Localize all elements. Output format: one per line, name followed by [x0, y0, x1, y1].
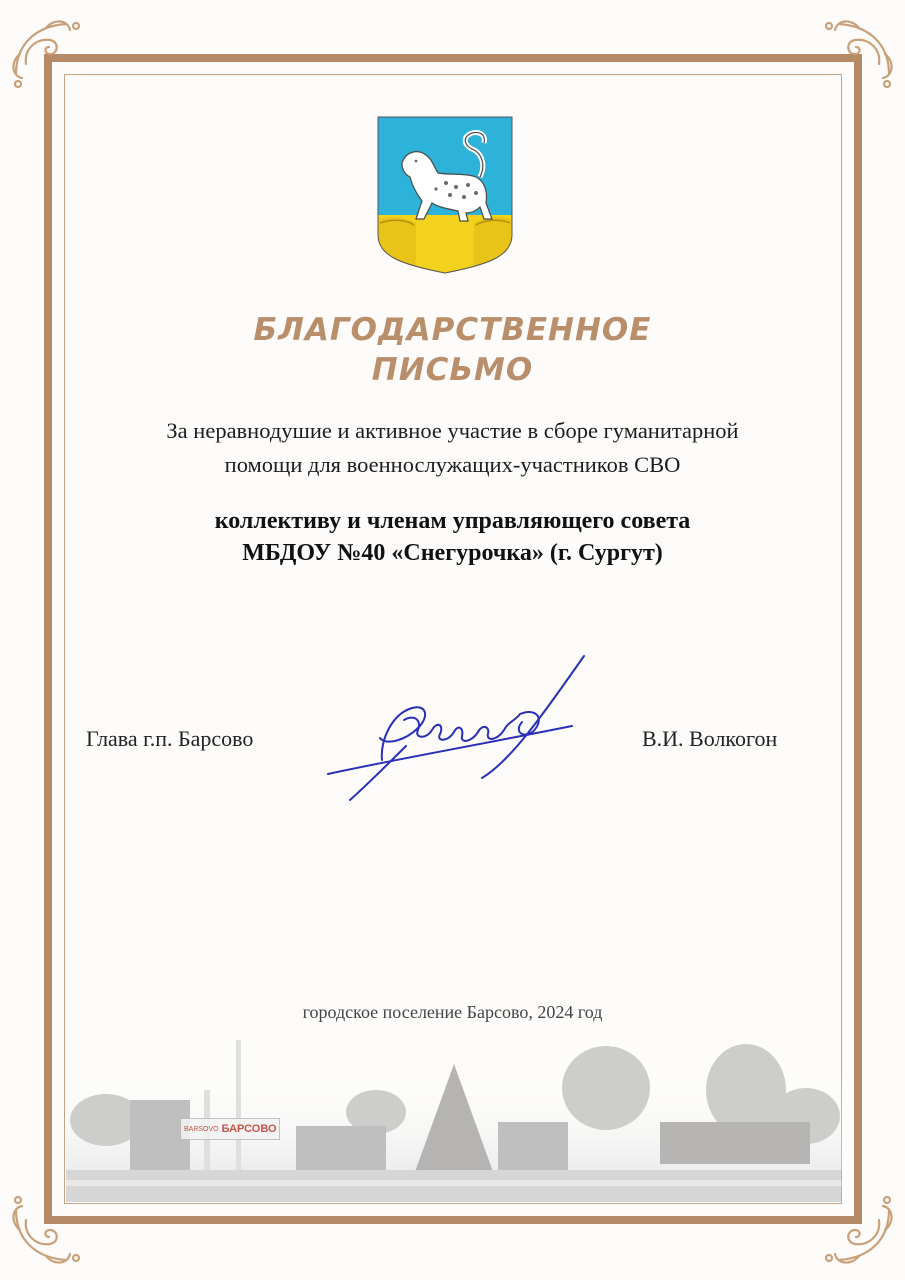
town-sign: [180, 1118, 280, 1140]
townscape-image: [66, 1030, 842, 1202]
document-title: ПИСЬМО: [371, 352, 534, 388]
handwritten-signature: [322, 650, 590, 810]
corner-ornament-icon: [809, 14, 899, 104]
town-sign-latin: BARSOVO: [184, 1125, 219, 1133]
footer-text: городское поселение Барсово, 2024 год: [302, 1002, 603, 1022]
signer-name: В.И. Волкогон: [642, 726, 778, 751]
recipient-text: коллективу и членам управляющего совета: [214, 508, 691, 534]
document-title: БЛАГОДАРСТВЕННОЕ: [253, 312, 652, 348]
recipient-text: МБДОУ №40 «Снегурочка» (г. Сургут): [242, 540, 663, 566]
town-sign-cyrillic: БАРСОВО: [221, 1123, 277, 1135]
coat-of-arms-icon: [376, 115, 514, 275]
signer-position: Глава г.п. Барсово: [86, 726, 254, 751]
reason-text: За неравнодушие и активное участие в сборе гуманитарной: [166, 418, 739, 443]
corner-ornament-icon: [6, 14, 96, 104]
reason-text: помощи для военнослужащих-участников СВО: [224, 452, 681, 477]
